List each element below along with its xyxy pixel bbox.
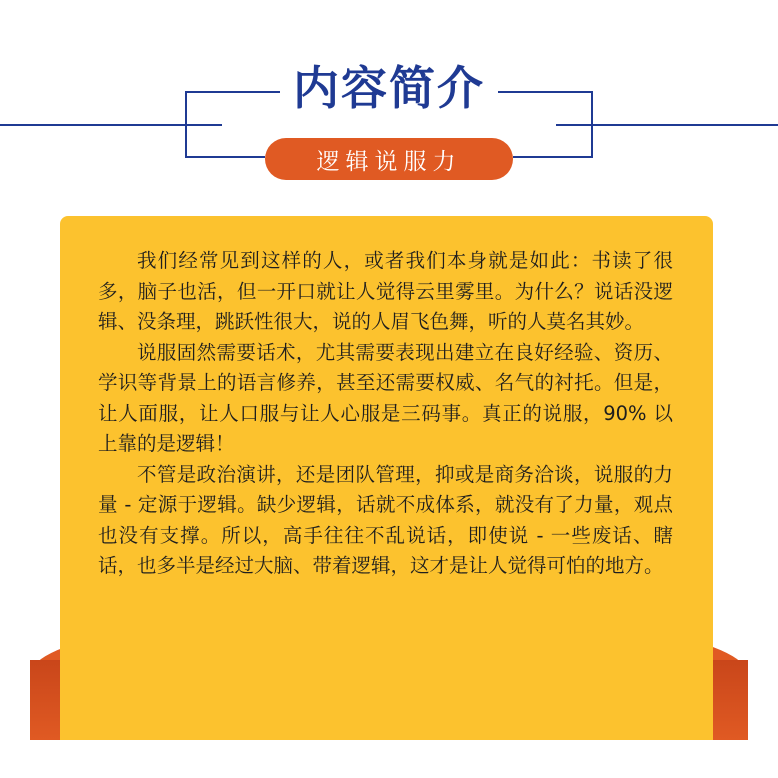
paragraph-3: 不管是政治演讲，还是团队管理，抑或是商务洽谈，说服的力量 - 定源于逻辑。缺少逻辑，话就不成体系，就没有了力量，观点也没有支撑。所以，高手往往不乱说话，即使说 - 一些废话、瞎话，也多半是经过大脑、带着逻辑，这才是让人觉得可怕的地方。: [98, 462, 673, 577]
paragraph-2: 说服固然需要话术，尤其需要表现出建立在良好经验、资历、学识等背景上的语言修养，甚至还需要权威、名气的衬托。但是，让人面服，让人口服与让人心服是三码事。真正的说服，90% 以上靠的是逻辑！: [98, 340, 673, 455]
subtitle-badge: 逻辑说服力: [265, 138, 513, 180]
paragraph-1: 我们经常见到这样的人，或者我们本身就是如此：书读了很多，脑子也活，但一开口就让人觉得云里雾里。为什么？说话没逻辑、没条理，跳跃性很大，说的人眉飞色舞，听的人莫名其妙。: [98, 249, 673, 333]
content-card: [60, 216, 713, 740]
page-title: 内容简介: [293, 61, 485, 115]
